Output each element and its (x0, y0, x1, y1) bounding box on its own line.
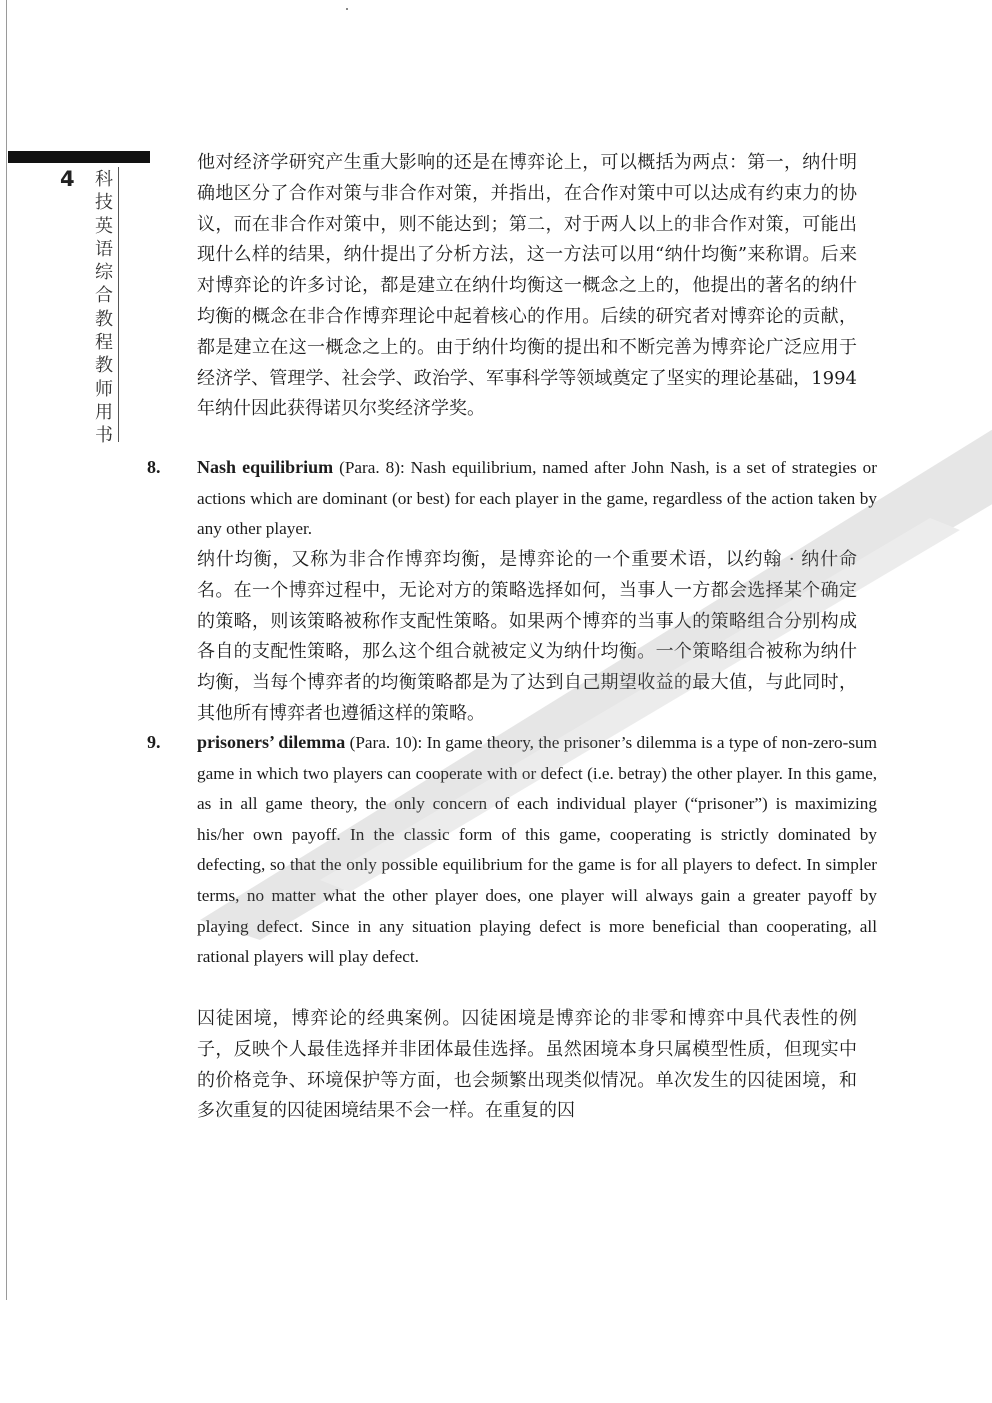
note-english: In game theory, the prisoner’s dilemma is a type of non-zero-sum game in which two players can cooperate with or defect (i.e. betray) the other player. In this game, as in all game theory, the only concern of each individual player (“prisoner”) is maximizing his/her own payoff. In the classic form of this game, cooperating is strictly dominated by defecting, so that the only possible equilibrium for the game is for all players to defect. In simpler terms, no matter what the other player does, one player will always gain a greater payoff by playing defect. Since in any situation playing defect is more beneficial than cooperating, all rational players will play defect. (197, 733, 877, 967)
note-reference: (Para. 8): (333, 458, 411, 477)
note-8-chinese: 纳什均衡，又称为非合作博弈均衡，是博弈论的一个重要术语，以约翰 · 纳什命名。在一个博弈过程中，无论对方的策略选择如何，当事人一方都会选择某个确定的策略，则该策略被称作支配性策略。如果两个博弈的当事人的策略组合分别构成各自的支配性策略，那么这个组合就被定义为纳什均衡。一个策略组合被称为纳什均衡，当每个博弈者的均衡策略都是为了达到自己期望收益的最大值，与此同时，其他所有博弈者也遵循这样的策略。 (197, 549, 857, 724)
note-item-9 (147, 727, 877, 973)
paragraph-continued: 他对经济学研究产生重大影响的还是在博弈论上，可以概括为两点：第一，纳什明确地区分了合作对策与非合作对策，并指出，在合作对策中可以达成有约束力的协议，而在非合作对策中，则不能达到；第二，对于两人以上的非合作对策，可能出现什么样的结果，纳什提出了分析方法，这一方法可以用“纳什均衡”来称谓。后来对博弈论的许多讨论，都是建立在纳什均衡这一概念之上的，他提出的著名的纳什均衡的概念在非合作博弈理论中起着核心的作用。后续的研究者对博弈论的贡献，都是建立在这一概念之上的。由于纳什均衡的提出和不断完善为博弈论广泛应用于经济学、管理学、社会学、政治学、军事科学等领域奠定了坚实的理论基础，1994年纳什因此获得诺贝尔奖经济学奖。 (197, 152, 857, 420)
note-number: 8. (147, 457, 161, 477)
note-item-8 (147, 452, 877, 545)
note-english: Nash equilibrium, named after John Nash, is a set of strategies or actions which are dominant (or best) for each player in the game, regardless of the action taken by any other player. (197, 458, 877, 539)
note-term: prisoners’ dilemma (197, 732, 346, 752)
note-reference: (Para. 10): (345, 733, 427, 752)
note-term: Nash equilibrium (197, 457, 334, 477)
note-9-chinese: 囚徒困境，博弈论的经典案例。囚徒困境是博弈论的非零和博弈中具代表性的例子，反映个人最佳选择并非团体最佳选择。虽然困境本身只属模型性质，但现实中的价格竞争、环境保护等方面，也会频繁出现类似情况。单次发生的囚徒困境，和多次重复的囚徒困境结果不会一样。在重复的囚 (197, 1008, 857, 1122)
running-title: 科技英语综合教程教师用书 (95, 169, 113, 447)
page-number: 4 (60, 167, 75, 191)
note-number: 9. (147, 732, 161, 752)
